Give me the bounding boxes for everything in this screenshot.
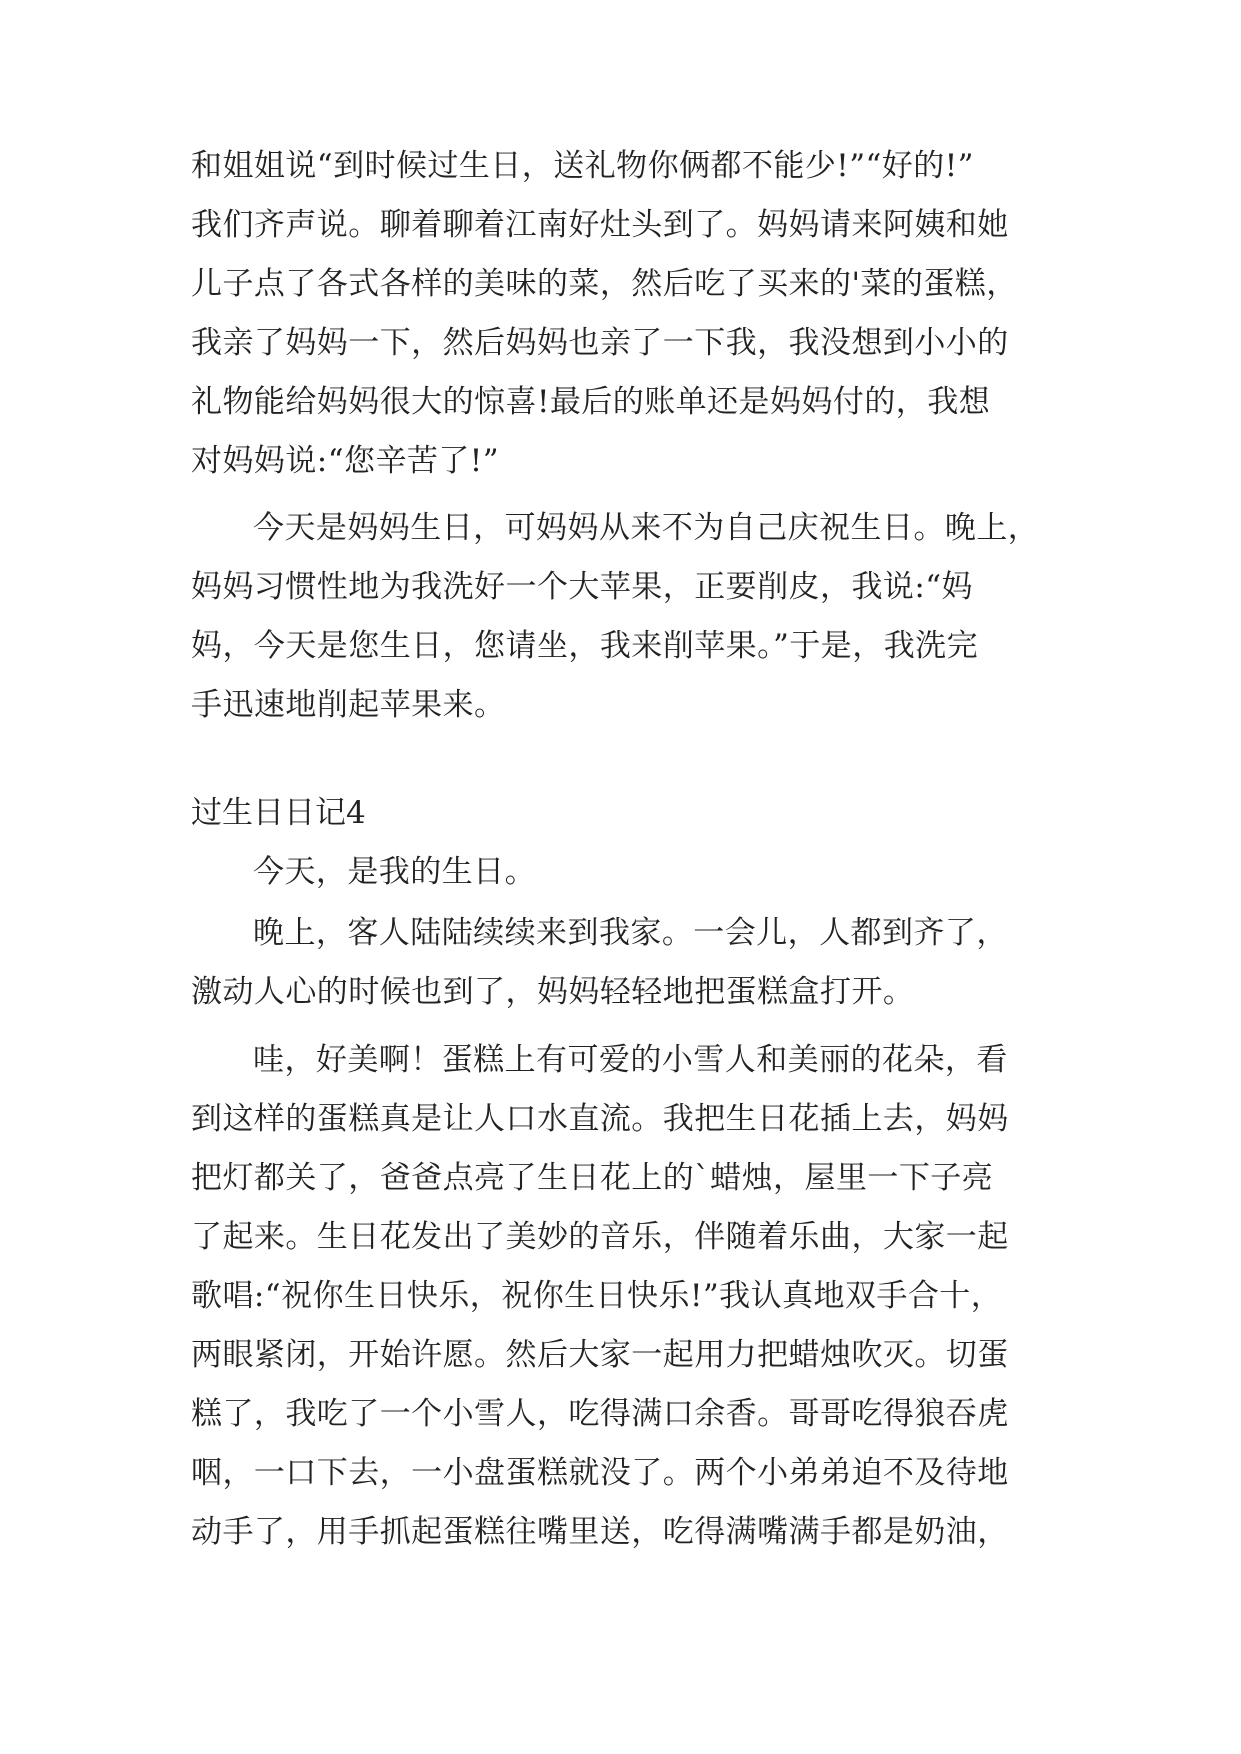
text-line: 对妈妈说:“您辛苦了!” [191,443,499,479]
text-line: 我亲了妈妈一下，然后妈妈也亲了一下我，我没想到小小的 [191,325,1009,361]
text-line: 和姐姐说“到时候过生日，送礼物你俩都不能少!”“好的!” [191,148,974,184]
text-line: 歌唱:“祝你生日快乐，祝你生日快乐!”我认真地双手合十， [191,1278,1003,1314]
text-line: 两眼紧闭，开始许愿。然后大家一起用力把蜡烛吹灭。切蛋 [191,1337,1009,1373]
text-line: 妈，今天是您生日，您请坐，我来削苹果。”于是，我洗完 [191,628,979,664]
text-line: 咽，一口下去，一小盘蛋糕就没了。两个小弟弟迫不及待地 [191,1455,1009,1491]
text-line: 了起来。生日花发出了美妙的音乐，伴随着乐曲，大家一起 [191,1219,1009,1255]
text-line: 儿子点了各式各样的美味的菜，然后吃了买来的'菜的蛋糕， [191,266,1018,302]
text-line: 把灯都关了，爸爸点亮了生日花上的`蜡烛，屋里一下子亮 [191,1160,994,1196]
text-line: 手迅速地削起苹果来。 [191,687,506,723]
text-line: 哇，好美啊！蛋糕上有可爱的小雪人和美丽的花朵，看 [253,1042,1008,1078]
text-line: 妈妈习惯性地为我洗好一个大苹果，正要削皮，我说:“妈 [191,569,973,605]
text-line: 激动人心的时候也到了，妈妈轻轻地把蛋糕盒打开。 [191,974,915,1010]
section-title: 过生日日记4 [191,795,366,831]
text-line: 今天，是我的生日。 [253,854,537,890]
text-line: 今天是妈妈生日，可妈妈从来不为自己庆祝生日。晚上， [253,510,1040,546]
text-line: 礼物能给妈妈很大的惊喜!最后的账单还是妈妈付的，我想 [191,384,991,420]
text-line: 动手了，用手抓起蛋糕往嘴里送，吃得满嘴满手都是奶油， [191,1514,1009,1550]
text-line: 我们齐声说。聊着聊着江南好灶头到了。妈妈请来阿姨和她 [191,207,1009,243]
text-line: 晚上，客人陆陆续续来到我家。一会儿，人都到齐了， [253,915,1008,951]
text-line: 到这样的蛋糕真是让人口水直流。我把生日花插上去，妈妈 [191,1101,1009,1137]
text-line: 糕了，我吃了一个小雪人，吃得满口余香。哥哥吃得狼吞虎 [191,1396,1009,1432]
